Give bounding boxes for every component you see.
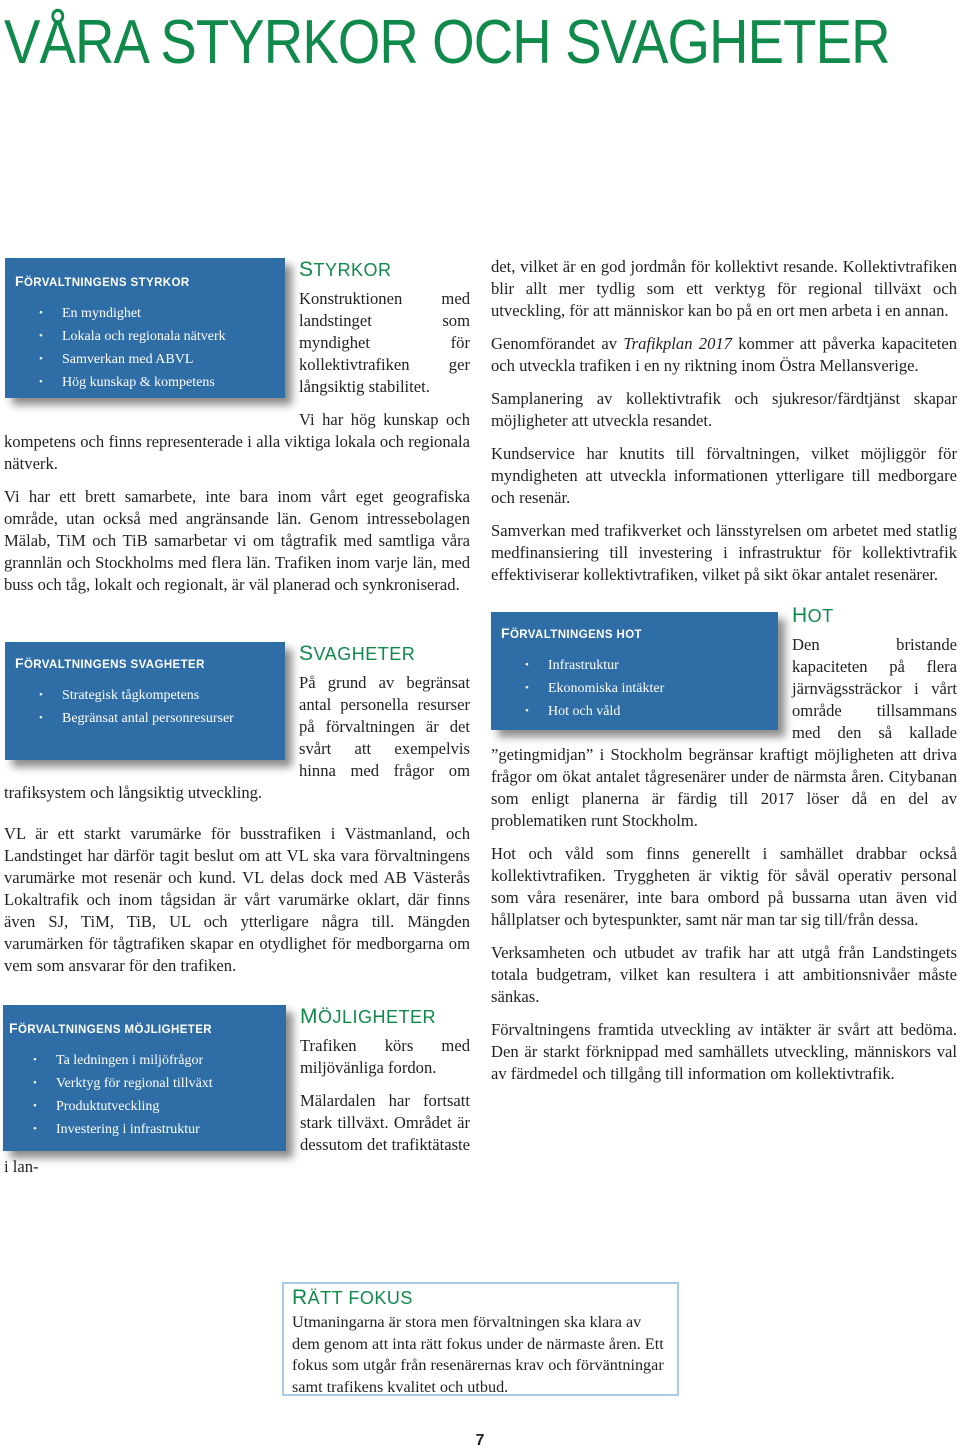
right-column bbox=[491, 256, 957, 1085]
svagheter-box bbox=[5, 642, 285, 760]
hot-paragraph-1: Den bristande kapaciteten på flera järnvägssträckor i vårt område tillsammans med den så kallade ”getingmidjan” i Stockholm begränsar kraftigt möjligheten att driva frågor om ökat antalet tågresenärer under de närmsta åren. Citybanan som enligt planerna är färdig till 2017 löser då en del av problematiken runt Stockholm. bbox=[491, 635, 957, 830]
svagheter-heading: SVAGHETER bbox=[299, 642, 416, 665]
ratt-fokus-text: Utmaningarna är stora men förvaltningen ska klara av dem genom att inta rätt fokus under de närmaste åren. Ett fokus som utgår från resenärernas krav och förväntningar samt trafikens kvalitet och utbud. bbox=[292, 1313, 664, 1396]
mojligheter-paragraph-1: Trafiken körs med miljövänliga fordon. bbox=[300, 1036, 470, 1077]
styrkor-paragraph-2: Vi har hög kunskap och kompetens och finns representerade i alla viktiga lokala och regionala nätverk. bbox=[4, 410, 470, 473]
mojligheter-box bbox=[3, 1005, 286, 1151]
mojligheter-paragraph-5: Kundservice har knutits till förvaltningen, vilket möjliggör för myndigheten att utveckla informationen ytterligare till medborgare och resenär. bbox=[491, 444, 957, 507]
mojligheter-section bbox=[4, 1005, 470, 1189]
list-item: • Samverkan med ABVL bbox=[15, 348, 275, 371]
svagheter-section bbox=[4, 642, 470, 988]
list-item: • Begränsat antal personresurser bbox=[15, 707, 275, 730]
ratt-fokus-box bbox=[282, 1282, 679, 1396]
mojligheter-paragraph-2-start: Mälardalen har fortsatt stark tillväxt. Området är dessutom det trafiktätaste i lan- bbox=[4, 1091, 470, 1176]
mojligheter-paragraph-4: Samplanering av kollektivtrafik och sjukresor/färdtjänst skapar möjligheter att utveckla resandet. bbox=[491, 389, 957, 430]
mojligheter-list bbox=[9, 1049, 280, 1141]
list-item: • Verktyg för regional tillväxt bbox=[9, 1072, 280, 1095]
mojligheter-heading: MÖJLIGHETER bbox=[300, 1005, 437, 1028]
mojligheter-paragraph-6: Samverkan med trafikverket och länsstyrelsen om arbetet med statlig medfinansiering till investering i infrastruktur för kollektivtrafik effektiviserar kollektivtrafiken, vilket på sikt ökar antalet resenärer. bbox=[491, 521, 957, 584]
list-item: • Ekonomiska intäkter bbox=[501, 677, 768, 700]
page-number: 7 bbox=[475, 1432, 485, 1449]
mojligheter-paragraph-2-end: det, vilket är en god jordmån för kollektivt resande. Kollektivtrafiken blir allt mer tydlig som ett verktyg för regional tillväxt och utveckling, för att människor kan bo på en ort men arbeta i en annan. bbox=[491, 257, 957, 320]
hot-paragraph-4: Förvaltningens framtida utveckling av intäkter är svårt att bedöma. Den är starkt förknippad med samhällets utveckling, människors val av färdmedel och tillgång till information om kollektivtrafik. bbox=[491, 1020, 957, 1083]
styrkor-heading: STYRKOR bbox=[299, 258, 392, 281]
list-item: • En myndighet bbox=[15, 302, 275, 325]
list-item: • Ta ledningen i miljöfrågor bbox=[9, 1049, 280, 1072]
list-item: • Infrastruktur bbox=[501, 654, 768, 677]
list-item: • Lokala och regionala nätverk bbox=[15, 325, 275, 348]
list-item: • Produktutveckling bbox=[9, 1095, 280, 1118]
styrkor-paragraph-3: Vi har ett brett samarbete, inte bara inom vårt eget geografiska område, utan också med angränsande län. Genom intressebolagen Mälab, TiM och TiB samarbetar vi om tågtrafik med samtliga våra grannlän och Stockholms med flera län. Trafiken inom varje län, med buss och tåg, lokalt och regionalt, är väl planerad och synkroniserad. bbox=[4, 487, 470, 594]
mojligheter-paragraph-3: Genomförandet av Trafikplan 2017 kommer att påverka kapaciteten och utveckla trafiken i en ny riktning inom Östra Mellansverige. bbox=[491, 334, 957, 375]
hot-list bbox=[501, 654, 768, 723]
list-item: • Hög kunskap & kompetens bbox=[15, 371, 275, 394]
svagheter-paragraph-2: VL är ett starkt varumärke för busstrafiken i Västmanland, och Landstinget har därför tagit beslut om att VL ska vara förvaltningens varumärke mot resenär och kund. VL delas dock med AB Västerås Lokaltrafik och inom tågsidan är vårt varumärke oklart, där finns även SJ, TiM, TiB, UL och ytterligare några till. Mängden varumärken för tågtrafiken skapar en otydlighet för medborgarna om vem som ansvarar för den trafiken. bbox=[4, 824, 470, 975]
hot-box-title: FÖRVALTNINGENS HOT bbox=[501, 625, 642, 641]
svagheter-paragraph-1: På grund av begränsat antal personella resurser på förvaltningen är det svårt att exempelvis hinna med frågor om trafiksystem och långsiktig utveckling. bbox=[4, 673, 470, 802]
hot-heading: HOT bbox=[792, 604, 834, 627]
hot-box bbox=[491, 612, 778, 730]
styrkor-paragraph-1: Konstruktionen med landstinget som myndighet för kollektivtrafiken ger långsiktig stabilitet. bbox=[299, 289, 470, 396]
styrkor-box-title: FÖRVALTNINGENS STYRKOR bbox=[15, 273, 190, 289]
styrkor-section bbox=[4, 258, 470, 607]
list-item: • Investering i infrastruktur bbox=[9, 1118, 280, 1141]
svagheter-box-title: FÖRVALTNINGENS SVAGHETER bbox=[15, 655, 205, 671]
list-item: • Strategisk tågkompetens bbox=[15, 684, 275, 707]
hot-section bbox=[491, 604, 957, 1085]
hot-paragraph-2: Hot och våld som finns generellt i samhället drabbar också kollektivtrafiken. Tryggheten är viktig för såväl operativ personal som våra resenärer, inte bara ombord på bussarna utan även vid hållplatser och bytespunkter, samt när man tar sig till/från dessa. bbox=[491, 844, 957, 929]
ratt-fokus-heading: RÄTT FOKUS bbox=[292, 1286, 413, 1309]
page-title: VÅRA STYRKOR OCH SVAGHETER bbox=[4, 8, 890, 77]
list-item: • Hot och våld bbox=[501, 700, 768, 723]
svagheter-list bbox=[15, 684, 275, 730]
mojligheter-box-title: FÖRVALTNINGENS MÖJLIGHETER bbox=[9, 1020, 212, 1036]
styrkor-box bbox=[5, 258, 285, 398]
styrkor-list bbox=[15, 302, 275, 394]
hot-paragraph-3: Verksamheten och utbudet av trafik har att utgå från Landstingets totala budgetram, vilket kan resultera i att ambitionsnivåer måste sänkas. bbox=[491, 943, 957, 1006]
